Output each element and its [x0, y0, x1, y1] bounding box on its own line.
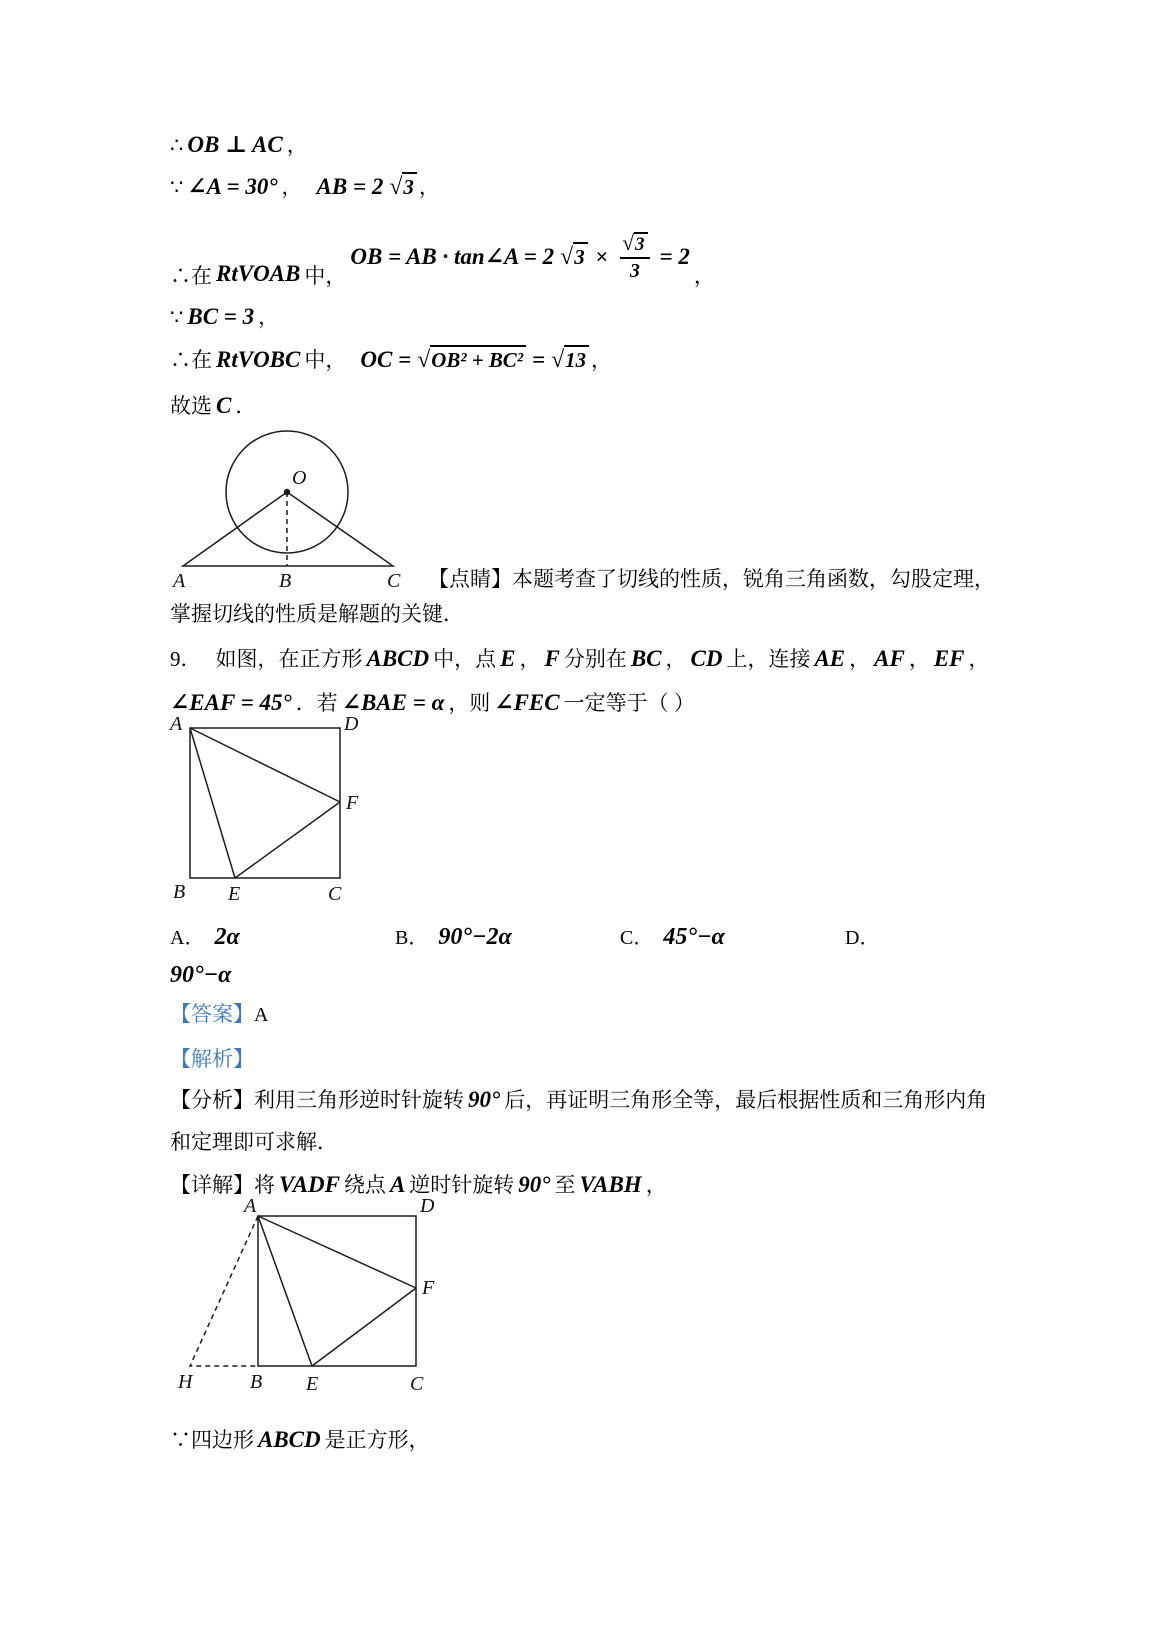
math-ae: AE: [814, 646, 846, 671]
question-9-line-1: [170, 645, 990, 674]
analysis-header: 【解析】: [170, 1047, 254, 1071]
option-a-letter: A．: [170, 927, 205, 949]
math-triangle-adf: VADF: [279, 1172, 340, 1197]
solution-line-1: [170, 131, 308, 160]
because-symbol: ∵: [170, 175, 184, 199]
radical-sign: √: [622, 231, 635, 256]
math-e: E: [500, 646, 516, 671]
segment-ef-2: [312, 1288, 416, 1366]
option-d-value-wrapped: [170, 962, 231, 989]
punct: ，: [281, 175, 303, 199]
fenxi-text-cont: 和定理即可求解．: [170, 1130, 338, 1154]
math-f: F: [544, 646, 560, 671]
option-d-value: 90°−α: [170, 962, 232, 988]
segment-af: [190, 728, 340, 802]
math-eaf-45: ∠EAF = 45°: [170, 690, 292, 715]
math-ob-formula: OB = AB · tan∠A = 2: [350, 243, 555, 269]
label-a: A: [173, 570, 186, 592]
radical: [622, 231, 647, 256]
fraction-numerator: [618, 231, 651, 257]
label-b: B: [250, 1371, 263, 1393]
fraction-denominator: 3: [620, 257, 650, 283]
math-triangle-abh: VABH: [579, 1172, 642, 1197]
solution-line-3: [170, 222, 715, 292]
label-e: E: [228, 883, 241, 905]
label-o: O: [292, 467, 307, 489]
analysis-header-line: [170, 1046, 254, 1072]
segment-ae-2: [258, 1216, 312, 1366]
option-b: [395, 921, 512, 951]
label-d: D: [344, 714, 359, 735]
fenxi-line-2: [170, 1129, 338, 1155]
q9-text: ，则: [448, 691, 491, 715]
answer-line: [170, 1001, 268, 1028]
xiangjie-text: 绕点: [343, 1173, 386, 1197]
label-a: A: [170, 714, 183, 735]
math-90deg: 90°: [468, 1087, 501, 1112]
therefore-symbol: ∴: [170, 133, 184, 157]
fraction-sqrt3-over-3: [618, 231, 651, 283]
math-af: AF: [874, 646, 905, 671]
dianjing-text: 【点睛】本题考查了切线的性质，锐角三角函数，勾股定理，: [428, 567, 995, 591]
answer-value: A: [254, 1004, 269, 1026]
xiangjie-text: 【详解】将: [170, 1173, 275, 1197]
because-symbol: ∵: [170, 305, 184, 329]
punct: ，: [908, 647, 930, 671]
closing-line: [170, 1426, 430, 1455]
punct: ．: [235, 394, 257, 418]
option-c: [620, 921, 725, 951]
punct: ，: [258, 305, 280, 329]
option-d-letter: D．: [845, 927, 880, 949]
option-c-value: 45°−α: [663, 924, 725, 950]
figure-square-abcd: [168, 714, 373, 906]
radical: [551, 345, 589, 376]
math-equals-2: = 2: [659, 243, 690, 269]
equals-sign: =: [532, 347, 546, 372]
option-d: [845, 921, 879, 950]
closing-text: ∵四边形: [170, 1428, 254, 1452]
punct: ，: [591, 348, 613, 372]
radical-sign: √: [417, 347, 431, 373]
radical: [417, 345, 526, 376]
q9-text: 中，点: [433, 647, 497, 671]
radical-sign: √: [560, 243, 574, 270]
solution-line-5: [170, 345, 612, 376]
answer-label: 【答案】: [170, 1002, 254, 1026]
solution-line-6: [170, 392, 256, 421]
segment-ef: [235, 802, 340, 878]
math-bc-3: BC = 3: [187, 304, 255, 329]
radical: [560, 242, 588, 273]
punct: ，: [286, 133, 308, 157]
label-b: B: [173, 881, 186, 903]
dianjing-text-cont: 掌握切线的性质是解题的关键．: [170, 602, 464, 626]
radical-sign: √: [389, 174, 403, 200]
center-dot: [284, 489, 290, 495]
label-c: C: [328, 883, 342, 905]
math-rt-triangle-oab: RtVOAB: [216, 261, 301, 287]
q9-text: 如图，在正方形: [215, 647, 363, 671]
solution-line-4: [170, 303, 279, 332]
dianjing-note-line-1: [428, 566, 995, 592]
math-angle-a: ∠A = 30°: [187, 174, 278, 199]
radicand: 3: [573, 242, 587, 270]
text-guxuan: 故选: [170, 394, 212, 418]
therefore-text: ∴在: [170, 263, 212, 288]
punct: ，: [693, 263, 715, 288]
math-abcd: ABCD: [258, 1427, 321, 1452]
dashed-ah-hb: [190, 1216, 258, 1366]
dianjing-note-line-2: [170, 601, 464, 627]
radical-sign: √: [551, 347, 565, 373]
math-point-a: A: [389, 1172, 406, 1197]
square-abcd-2: [258, 1216, 416, 1366]
text-zhong: 中，: [304, 348, 347, 372]
label-e: E: [306, 1373, 319, 1395]
punct: ，: [849, 647, 871, 671]
q9-text: 一定等于（ ）: [563, 691, 695, 715]
label-a: A: [244, 1196, 257, 1217]
punct: ，: [519, 647, 541, 671]
punct: ，: [418, 175, 440, 199]
segment-ae: [190, 728, 235, 878]
radicand: 3: [402, 172, 416, 200]
label-c: C: [387, 570, 401, 592]
math-90deg: 90°: [518, 1172, 551, 1197]
math-ef: EF: [933, 646, 965, 671]
label-f: F: [422, 1277, 435, 1299]
math-bc: BC: [630, 646, 662, 671]
segment-af-2: [258, 1216, 416, 1288]
q9-text: ．若: [295, 691, 338, 715]
math-fec: ∠FEC: [494, 690, 560, 715]
math-ab: AB = 2: [316, 174, 384, 199]
closing-text: 是正方形，: [324, 1428, 430, 1452]
q9-text: 分别在: [563, 647, 627, 671]
text-zhong: 中，: [304, 263, 347, 288]
figure-square-rotated-triangle: [160, 1196, 450, 1404]
option-a: [170, 921, 240, 951]
punct: ，: [968, 647, 990, 671]
math-bae-alpha: ∠BAE = α: [341, 690, 445, 715]
radicand: 13: [564, 345, 589, 373]
q9-text: 上，连接: [726, 647, 811, 671]
times-sign: ×: [595, 244, 609, 270]
math-rt-triangle-obc: RtVOBC: [216, 347, 301, 372]
option-b-letter: B．: [395, 927, 429, 949]
option-c-letter: C．: [620, 927, 654, 949]
label-c: C: [410, 1373, 424, 1395]
radicand: 3: [634, 232, 648, 256]
figure-circle-tangent-triangle: [165, 426, 415, 594]
punct: ，: [645, 1173, 667, 1197]
fenxi-text: 【分析】利用三角形逆时针旋转: [170, 1088, 464, 1112]
math-ob-perp-ac: OB ⊥ AC: [187, 132, 283, 157]
therefore-text: ∴在: [170, 348, 212, 372]
label-d: D: [420, 1196, 435, 1217]
label-f: F: [346, 792, 359, 814]
option-a-value: 2α: [214, 924, 240, 950]
punct: ，: [665, 647, 687, 671]
math-abcd: ABCD: [366, 646, 430, 671]
radical: [389, 172, 417, 203]
fenxi-line-1: [170, 1086, 987, 1115]
math-oc: OC =: [360, 347, 412, 372]
label-b: B: [279, 570, 292, 592]
label-h: H: [178, 1371, 193, 1393]
fenxi-text: 后，再证明三角形全等，最后根据性质和三角形内角: [504, 1088, 988, 1112]
answer-letter-c: C: [216, 393, 232, 418]
math-cd: CD: [690, 646, 723, 671]
radicand: OB² + BC²: [430, 345, 526, 373]
xiangjie-text: 至: [554, 1173, 576, 1197]
option-b-value: 90°−2α: [438, 924, 512, 950]
solution-line-2: [170, 172, 440, 203]
question-number: 9．: [170, 647, 202, 671]
xiangjie-text: 逆时针旋转: [409, 1173, 515, 1197]
triangle-oac: [183, 492, 393, 566]
